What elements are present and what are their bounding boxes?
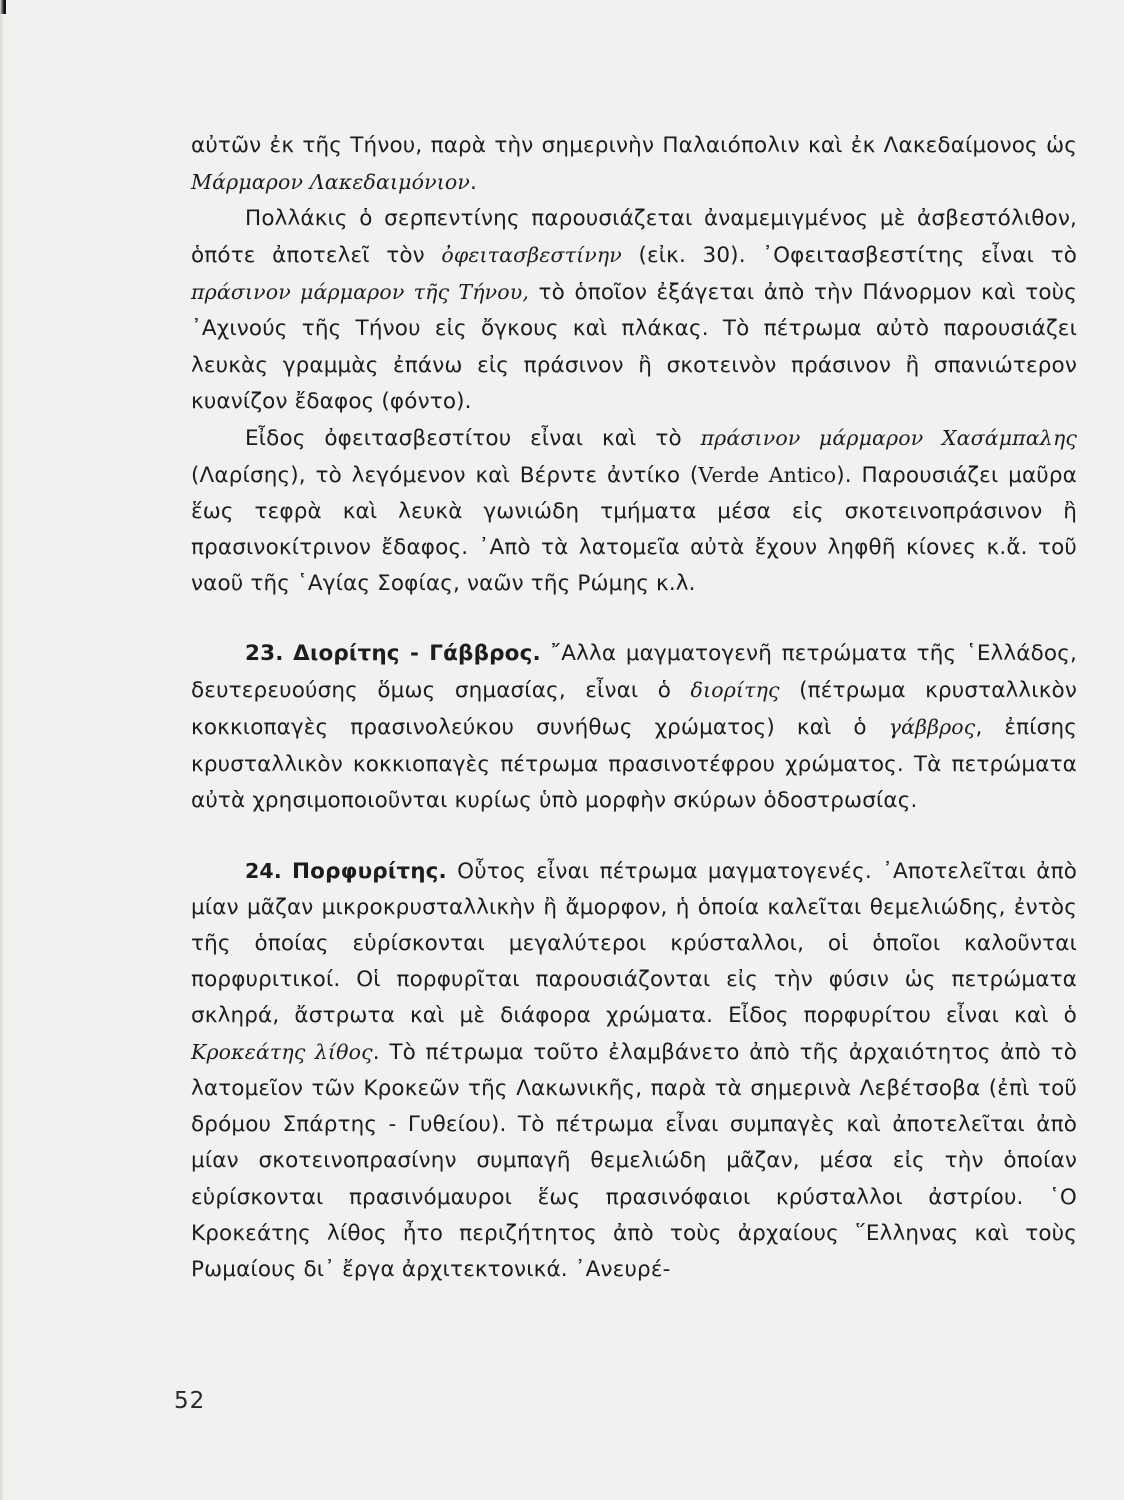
italic-term: διορίτης: [690, 678, 780, 703]
paragraph-text: .: [470, 170, 477, 196]
paragraph-text: (Λαρίσης), τὸ λεγόμενον καὶ Βέρντε ἀντίκο (: [191, 462, 699, 488]
paragraph-text: . Τὸ πέτρωμα τοῦτο ἐλαμβάνετο ἀπὸ τῆς ἀρχαιότητος ἀπὸ τὸ λατομεῖον τῶν Κροκεῶν τῆς Λακωνικῆς, παρὰ τὰ σημερινὰ Λεβέτσοβα (ἐπὶ τοῦ δρόμου Σπάρτης - Γυθείου). Τὸ πέτρωμα εἶναι συμπαγὲς καὶ ἀποτελεῖται ἀπὸ μίαν σκοτεινοπρασίνην συμπαγῆ θεμελιώδη μᾶζαν, μέσα εἰς τὴν ὁποίαν εὑρίσκονται πρασινόμαυροι ἕως πρασινόφαιοι κρύσταλλοι ἀστρίου. ῾Ο Κροκεάτης λίθος ἦτο περιζήτητος ἀπὸ τοὺς ἀρχαίους ῞Ελληνας καὶ τοὺς Ρωμαίους δι᾿ ἔργα ἀρχιτεκτονικά. ᾿Ανευρέ-: [191, 1040, 1078, 1282]
paragraph-text: Εἶδος ὀφειτασβεστίτου εἶναι καὶ τὸ: [245, 425, 701, 451]
paragraph-verde-antico: [191, 420, 1077, 602]
paragraph-text: ῎Αλλα μαγματογενῆ πετρώματα τῆς ῾Ελλάδος, δευτερευούσης ὅμως σημασίας, εἶναι ὁ: [191, 641, 1077, 704]
italic-term: γάββρος: [888, 715, 976, 740]
section-title: Πορφυρίτης.: [292, 858, 447, 884]
paragraph-text: ). Παρουσιάζει μαῦρα ἕως τεφρὰ καὶ λευκὰ γωνιώδη τμήματα μέσα εἰς σκοτεινοπράσινον ἢ πρασινοκίτρινον ἔδαφος. ᾿Απὸ τὰ λατομεῖα αὐτὰ ἔχουν ληφθῆ κίονες κ.ἄ. τοῦ ναοῦ τῆς ῾Αγίας Σοφίας, ναῶν τῆς Ρώμης κ.λ.: [191, 462, 1077, 597]
section-number: 23.: [245, 641, 284, 667]
section-24: [191, 853, 1077, 1288]
paragraph-text: Οὗτος εἶναι πέτρωμα μαγματογενές. ᾿Αποτελεῖται ἀπὸ μίαν μᾶζαν μικροκρυσταλλικὴν ἢ ἄμορφον, ἡ ὁποία καλεῖται θεμελιώδης, ἐντὸς τῆς ὁποίας εὑρίσκονται μεγαλύτεροι κρύσταλλοι, οἱ ὁποῖοι καλοῦνται πορφυριτικοί. Οἱ πορφυρῖται παρουσιάζονται εἰς τὴν φύσιν ὡς πετρώματα σκληρά, ἄστρωτα καὶ μὲ διάφορα χρώματα. Εἶδος πορφυρίτου εἶναι καὶ ὁ: [191, 858, 1077, 1029]
paragraph-text: (πέτρωμα κρυσταλλικὸν κοκκιοπαγὲς πρασινολεύκου συνήθως χρώματος) καὶ ὁ: [191, 678, 1077, 741]
paragraph-tinos-continuation: [191, 128, 1077, 201]
section-number: 24.: [245, 858, 282, 883]
italic-term: πράσινον μάρμαρον Χασάμπαλης: [700, 425, 1078, 450]
italic-term: ὀφειτασβεστίνην: [441, 243, 622, 268]
paragraph-ophicalcite: [191, 201, 1077, 420]
page-body: [191, 128, 1077, 1288]
page-number: 52: [174, 1388, 206, 1414]
italic-term: Μάρμαρον Λακεδαιμόνιον: [191, 170, 471, 195]
section-23: [191, 636, 1077, 818]
paragraph-text: Πολλάκις ὁ σερπεντίνης παρουσιάζεται ἀναμεμιγμένος μὲ ἀσβεστόλιθον, ὁπότε ἀποτελεῖ τὸν: [191, 206, 1077, 269]
paragraph-text: τὸ ὁποῖον ἐξάγεται ἀπὸ τὴν Πάνορμον καὶ τοὺς ᾿Αχινούς τῆς Τήνου εἰς ὄγκους καὶ πλάκας. Τὸ πέτρωμα αὐτὸ παρουσιάζει λευκὰς γραμμὰς ἐπάνω εἰς πράσινον ἢ σκοτεινὸν πράσινον ἢ σπανιώτερον κυανίζον ἔδαφος (φόντο).: [191, 280, 1078, 414]
page-shadow: [0, 0, 4, 1500]
italic-term: πράσινον μάρμαρον τῆς Τήνου,: [191, 280, 530, 305]
paragraph-text: (εἰκ. 30). ᾿Οφειτασβεστίτης εἶναι τὸ: [621, 243, 1077, 269]
paragraph-text: αὐτῶν ἐκ τῆς Τήνου, παρὰ τὴν σημερινὴν Παλαιόπολιν καὶ ἐκ Λακεδαίμονος ὡς: [191, 133, 1077, 158]
latin-term: Verde Antico: [698, 462, 837, 487]
paragraph-text: , ἐπίσης κρυσταλλικὸν κοκκιοπαγὲς πέτρωμα πρασινοτέφρου χρώματος. Τὰ πετρώματα αὐτὰ χρησιμοποιοῦνται κυρίως ὑπὸ μορφὴν σκύρων ὁδοστρωσίας.: [191, 715, 1077, 813]
italic-term: Κροκεάτης λίθος: [191, 1040, 373, 1065]
section-title: Διορίτης - Γάββρος.: [293, 641, 541, 667]
